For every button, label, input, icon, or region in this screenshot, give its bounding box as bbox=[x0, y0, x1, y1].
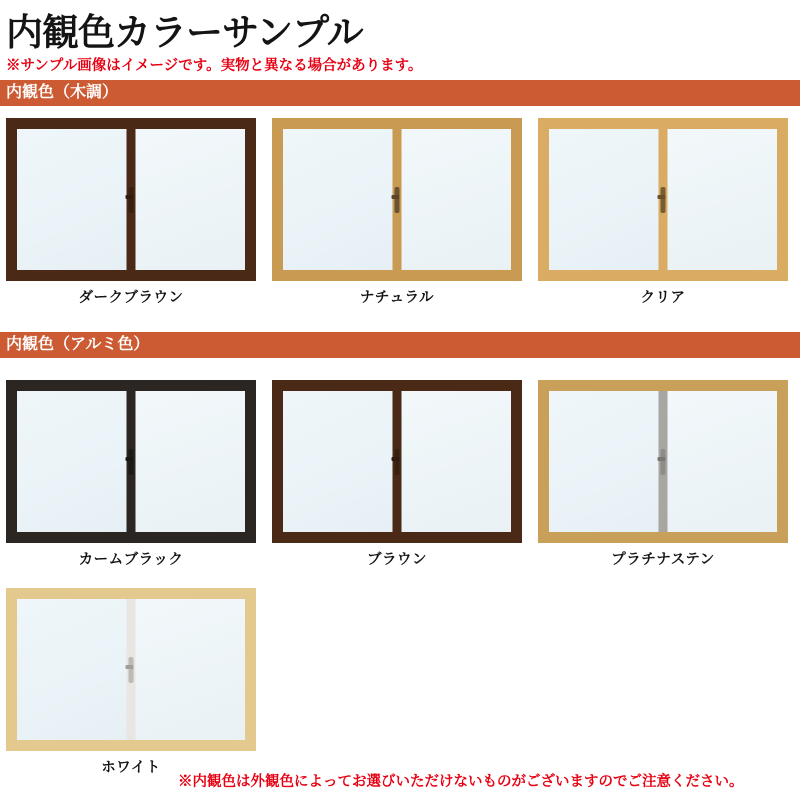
window-handle-icon bbox=[395, 449, 400, 475]
window-frame bbox=[272, 118, 522, 281]
window-frame bbox=[538, 380, 788, 543]
sample-label: ナチュラル bbox=[359, 290, 435, 306]
sample-clear bbox=[538, 118, 788, 307]
window-pane-right bbox=[131, 129, 245, 270]
window-pane-right bbox=[131, 391, 245, 532]
window-pane-left bbox=[549, 129, 663, 270]
window-handle-icon bbox=[395, 187, 400, 213]
sample-label: カームブラック bbox=[78, 552, 184, 568]
sample-dark-brown bbox=[6, 118, 256, 307]
window-pane-right bbox=[663, 129, 777, 270]
window-handle-icon bbox=[661, 187, 666, 213]
sample-white bbox=[6, 588, 256, 777]
section-heading-alumi: 内観色（アルミ色） bbox=[0, 332, 800, 358]
sample-natural bbox=[272, 118, 522, 307]
page-title: 内観色カラーサンプル bbox=[6, 12, 363, 53]
window-pane-right bbox=[131, 599, 245, 740]
window-handle-icon bbox=[129, 449, 134, 475]
window-pane-left bbox=[283, 391, 397, 532]
sample-platina-stain bbox=[538, 380, 788, 569]
sample-brown bbox=[272, 380, 522, 569]
sample-image-notice: ※サンプル画像はイメージです。実物と異なる場合があります。 bbox=[6, 58, 423, 74]
window-frame bbox=[538, 118, 788, 281]
window-pane-right bbox=[397, 391, 511, 532]
sample-label: クリア bbox=[640, 290, 686, 306]
sample-calm-black bbox=[6, 380, 256, 569]
window-frame bbox=[6, 380, 256, 543]
footer-caution-note: ※内観色は外観色によってお選びいただけないものがございますのでご注意ください。 bbox=[178, 774, 744, 790]
window-handle-icon bbox=[129, 657, 134, 683]
window-pane-right bbox=[397, 129, 511, 270]
sample-label: ダークブラウン bbox=[78, 290, 184, 306]
window-handle-icon bbox=[661, 449, 666, 475]
window-handle-icon bbox=[129, 187, 134, 213]
window-frame bbox=[6, 588, 256, 751]
window-pane-left bbox=[17, 599, 131, 740]
window-frame bbox=[272, 380, 522, 543]
window-pane-left bbox=[17, 391, 131, 532]
window-pane-left bbox=[17, 129, 131, 270]
window-pane-right bbox=[663, 391, 777, 532]
window-frame bbox=[6, 118, 256, 281]
window-pane-left bbox=[549, 391, 663, 532]
sample-label: ブラウン bbox=[367, 552, 427, 568]
sample-label: ホワイト bbox=[101, 760, 161, 776]
section-heading-wood: 内観色（木調） bbox=[0, 80, 800, 106]
sample-label: プラチナステン bbox=[611, 552, 715, 568]
window-pane-left bbox=[283, 129, 397, 270]
